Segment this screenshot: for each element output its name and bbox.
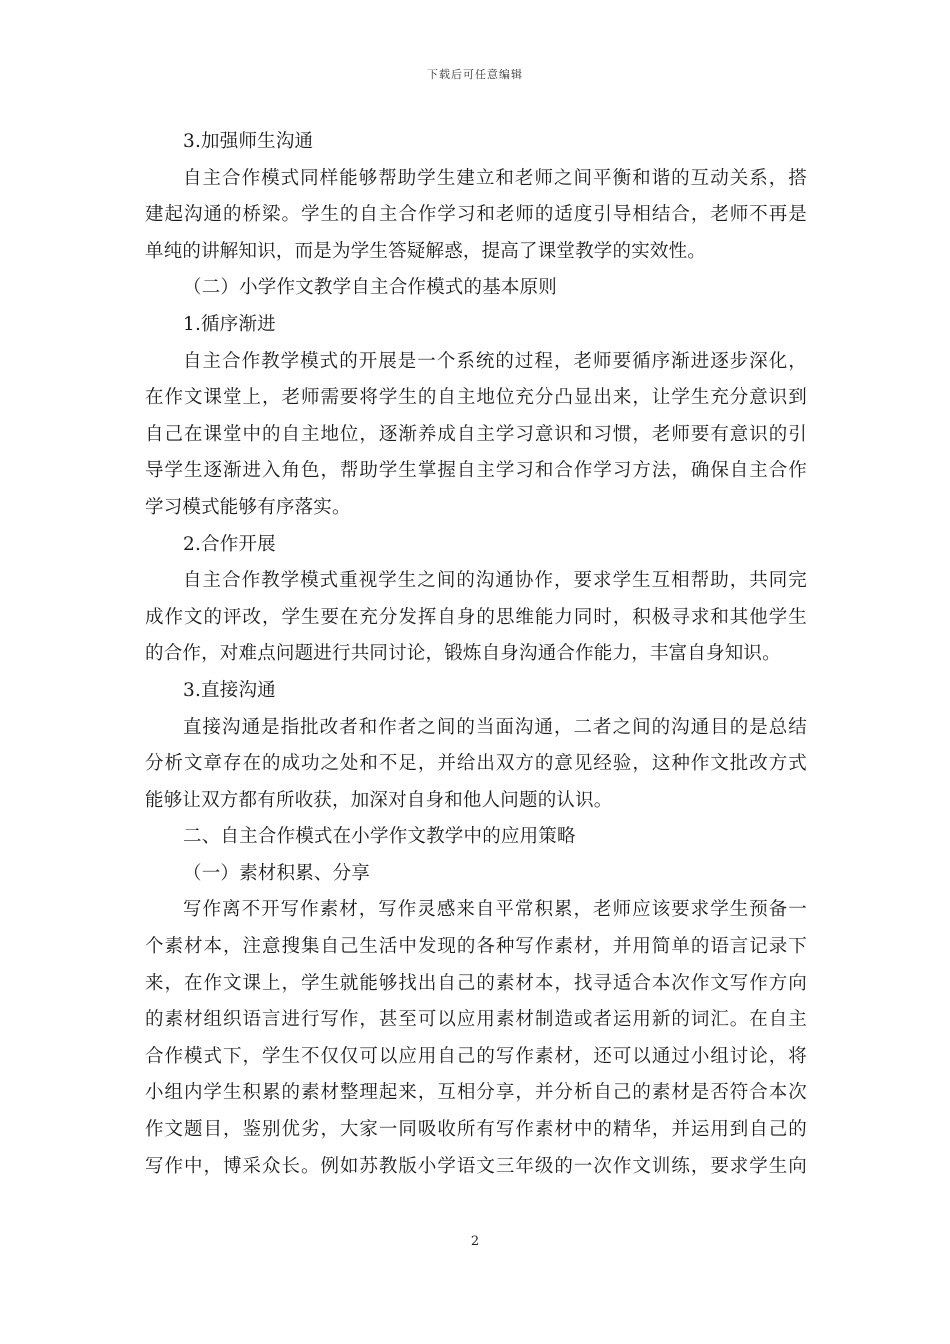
text-line: 的素材组织语言进行写作，甚至可以应用素材制造或者运用新的词汇。在自主 — [145, 1009, 807, 1031]
text-line: 的合作，对难点问题进行共同讨论，锻炼自身沟通合作能力，丰富自身知识。 — [145, 643, 781, 665]
text-line: 单纯的讲解知识，而是为学生答疑解惑，提高了课堂教学的实效性。 — [145, 240, 707, 262]
text-line: 来，在作文课上，学生就能够找出自己的素材本，找寻适合本次作文写作方向 — [145, 972, 807, 994]
text-line: 3.加强师生沟通 — [183, 131, 314, 152]
text-line: 分析文章存在的成功之处和不足，并给出双方的意见经验，这种作文批改方式 — [145, 753, 807, 775]
text-line: （二）小学作文教学自主合作模式的基本原则 — [183, 277, 558, 299]
text-line: 建起沟通的桥梁。学生的自主合作学习和老师的适度引导相结合，老师不再是 — [145, 204, 807, 226]
text-line: 二、自主合作模式在小学作文教学中的应用策略 — [183, 826, 576, 848]
text-line: 作文题目，鉴别优劣，大家一同吸收所有写作素材中的精华，并运用到自己的 — [145, 1119, 807, 1141]
text-line: 直接沟通是指批改者和作者之间的当面沟通，二者之间的沟通目的是总结 — [183, 716, 807, 738]
text-line: 小组内学生积累的素材整理起来，互相分享，并分析自己的素材是否符合本次 — [145, 1082, 807, 1104]
page-number: 2 — [470, 1234, 480, 1249]
text-line: 1.循序渐进 — [183, 313, 276, 335]
text-line: 自主合作教学模式重视学生之间的沟通协作，要求学生互相帮助，共同完 — [183, 570, 807, 592]
page-header: 下载后可任意编辑 — [427, 68, 523, 81]
document-body — [145, 124, 807, 1185]
text-line: 个素材本，注意搜集自己生活中发现的各种写作素材，并用简单的语言记录下 — [145, 936, 807, 958]
text-line: 能够让双方都有所收获，加深对自身和他人问题的认识。 — [145, 789, 613, 811]
text-line: 2.合作开展 — [183, 533, 276, 555]
text-line: 成作文的评改，学生要在充分发挥自身的思维能力同时，积极寻求和其他学生 — [145, 606, 807, 628]
text-line: 自主合作模式同样能够帮助学生建立和老师之间平衡和谐的互动关系，搭 — [183, 167, 807, 189]
text-line: 在作文课堂上，老师需要将学生的自主地位充分凸显出来，让学生充分意识到 — [145, 387, 807, 409]
text-line: 写作中，博采众长。例如苏教版小学语文三年级的一次作文训练，要求学生向 — [145, 1155, 807, 1177]
text-line: 合作模式下，学生不仅仅可以应用自己的写作素材，还可以通过小组讨论，将 — [145, 1045, 807, 1067]
text-line: 3.直接沟通 — [183, 679, 276, 701]
text-line: （一）素材积累、分享 — [183, 862, 371, 884]
text-line: 导学生逐渐进入角色，帮助学生掌握自主学习和合作学习方法，确保自主合作 — [145, 460, 807, 482]
text-line: 写作离不开写作素材，写作灵感来自平常积累，老师应该要求学生预备一 — [183, 899, 807, 921]
text-line: 学习模式能够有序落实。 — [145, 496, 351, 518]
text-line: 自己在课堂中的自主地位，逐渐养成自主学习意识和习惯，老师要有意识的引 — [145, 423, 807, 445]
text-line: 自主合作教学模式的开展是一个系统的过程，老师要循序渐进逐步深化， — [183, 350, 807, 372]
